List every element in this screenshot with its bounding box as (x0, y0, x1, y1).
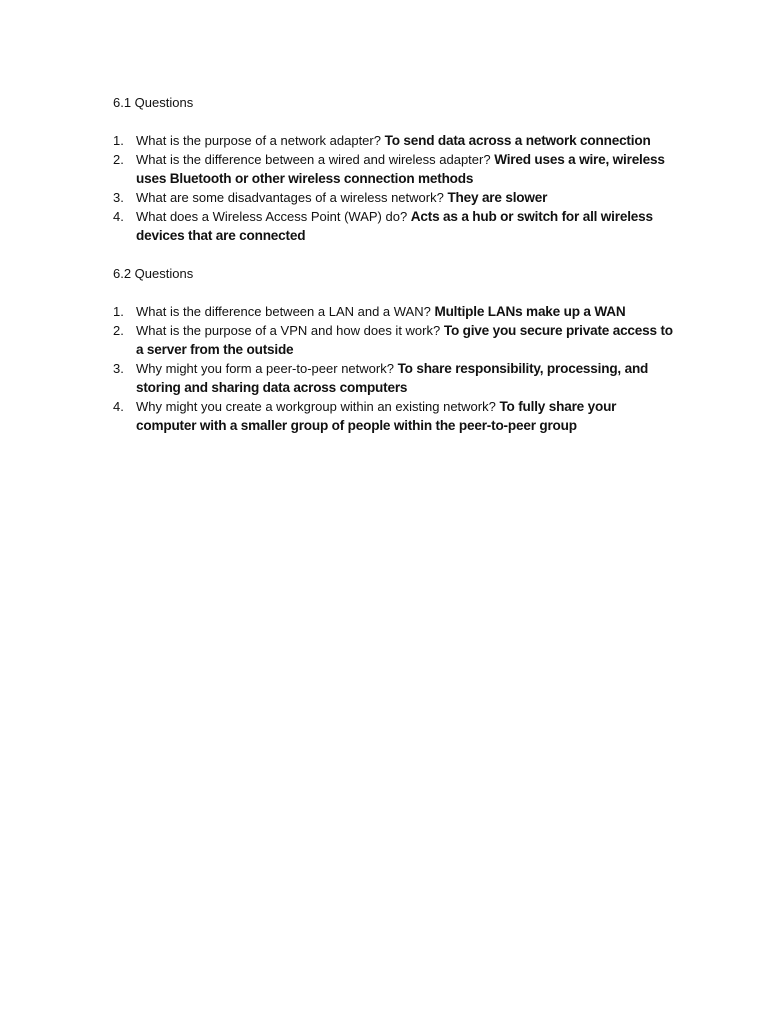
answer-text: They are slower (447, 190, 548, 205)
section-heading: 6.2 Questions (113, 266, 194, 281)
question-list (113, 302, 673, 435)
document-body (113, 93, 673, 454)
question-text: What does a Wireless Access Point (WAP) do? (136, 209, 411, 224)
question-text: What is the purpose of a VPN and how does it work? (136, 323, 444, 338)
answer-text: Acts as a hub or switch for all wireless devices that are connected (136, 209, 653, 243)
question-text: What are some disadvantages of a wireless network? (136, 190, 448, 205)
list-item (113, 321, 673, 359)
question-text: What is the purpose of a network adapter? (136, 133, 385, 148)
item-number: 2. (113, 152, 124, 167)
list-item (113, 131, 673, 150)
list-item (113, 188, 673, 207)
list-item (113, 302, 673, 321)
section-6-1 (113, 93, 673, 245)
item-number: 2. (113, 323, 124, 338)
list-item (113, 397, 673, 435)
question-text: What is the difference between a wired and wireless adapter? (136, 152, 495, 167)
answer-text: To send data across a network connection (384, 133, 651, 148)
list-item (113, 359, 673, 397)
answer-text: To give you secure private access to a server from the outside (136, 323, 673, 357)
question-text: What is the difference between a LAN and a WAN? (136, 304, 435, 319)
item-number: 3. (113, 190, 124, 205)
list-item (113, 207, 673, 245)
list-item (113, 150, 673, 188)
question-text: Why might you form a peer-to-peer network? (136, 361, 398, 376)
question-list (113, 131, 673, 245)
answer-text: To share responsibility, processing, and storing and sharing data across computers (136, 361, 649, 395)
item-number: 1. (113, 304, 124, 319)
section-heading: 6.1 Questions (113, 95, 194, 110)
answer-text: Multiple LANs make up a WAN (434, 304, 626, 319)
section-6-2 (113, 264, 673, 435)
question-text: Why might you create a workgroup within an existing network? (136, 399, 500, 414)
item-number: 3. (113, 361, 124, 376)
item-number: 1. (113, 133, 124, 148)
item-number: 4. (113, 209, 124, 224)
item-number: 4. (113, 399, 124, 414)
answer-text: Wired uses a wire, wireless uses Bluetooth or other wireless connection methods (136, 152, 665, 186)
answer-text: To fully share your computer with a smaller group of people within the peer-to-peer group (136, 399, 617, 433)
